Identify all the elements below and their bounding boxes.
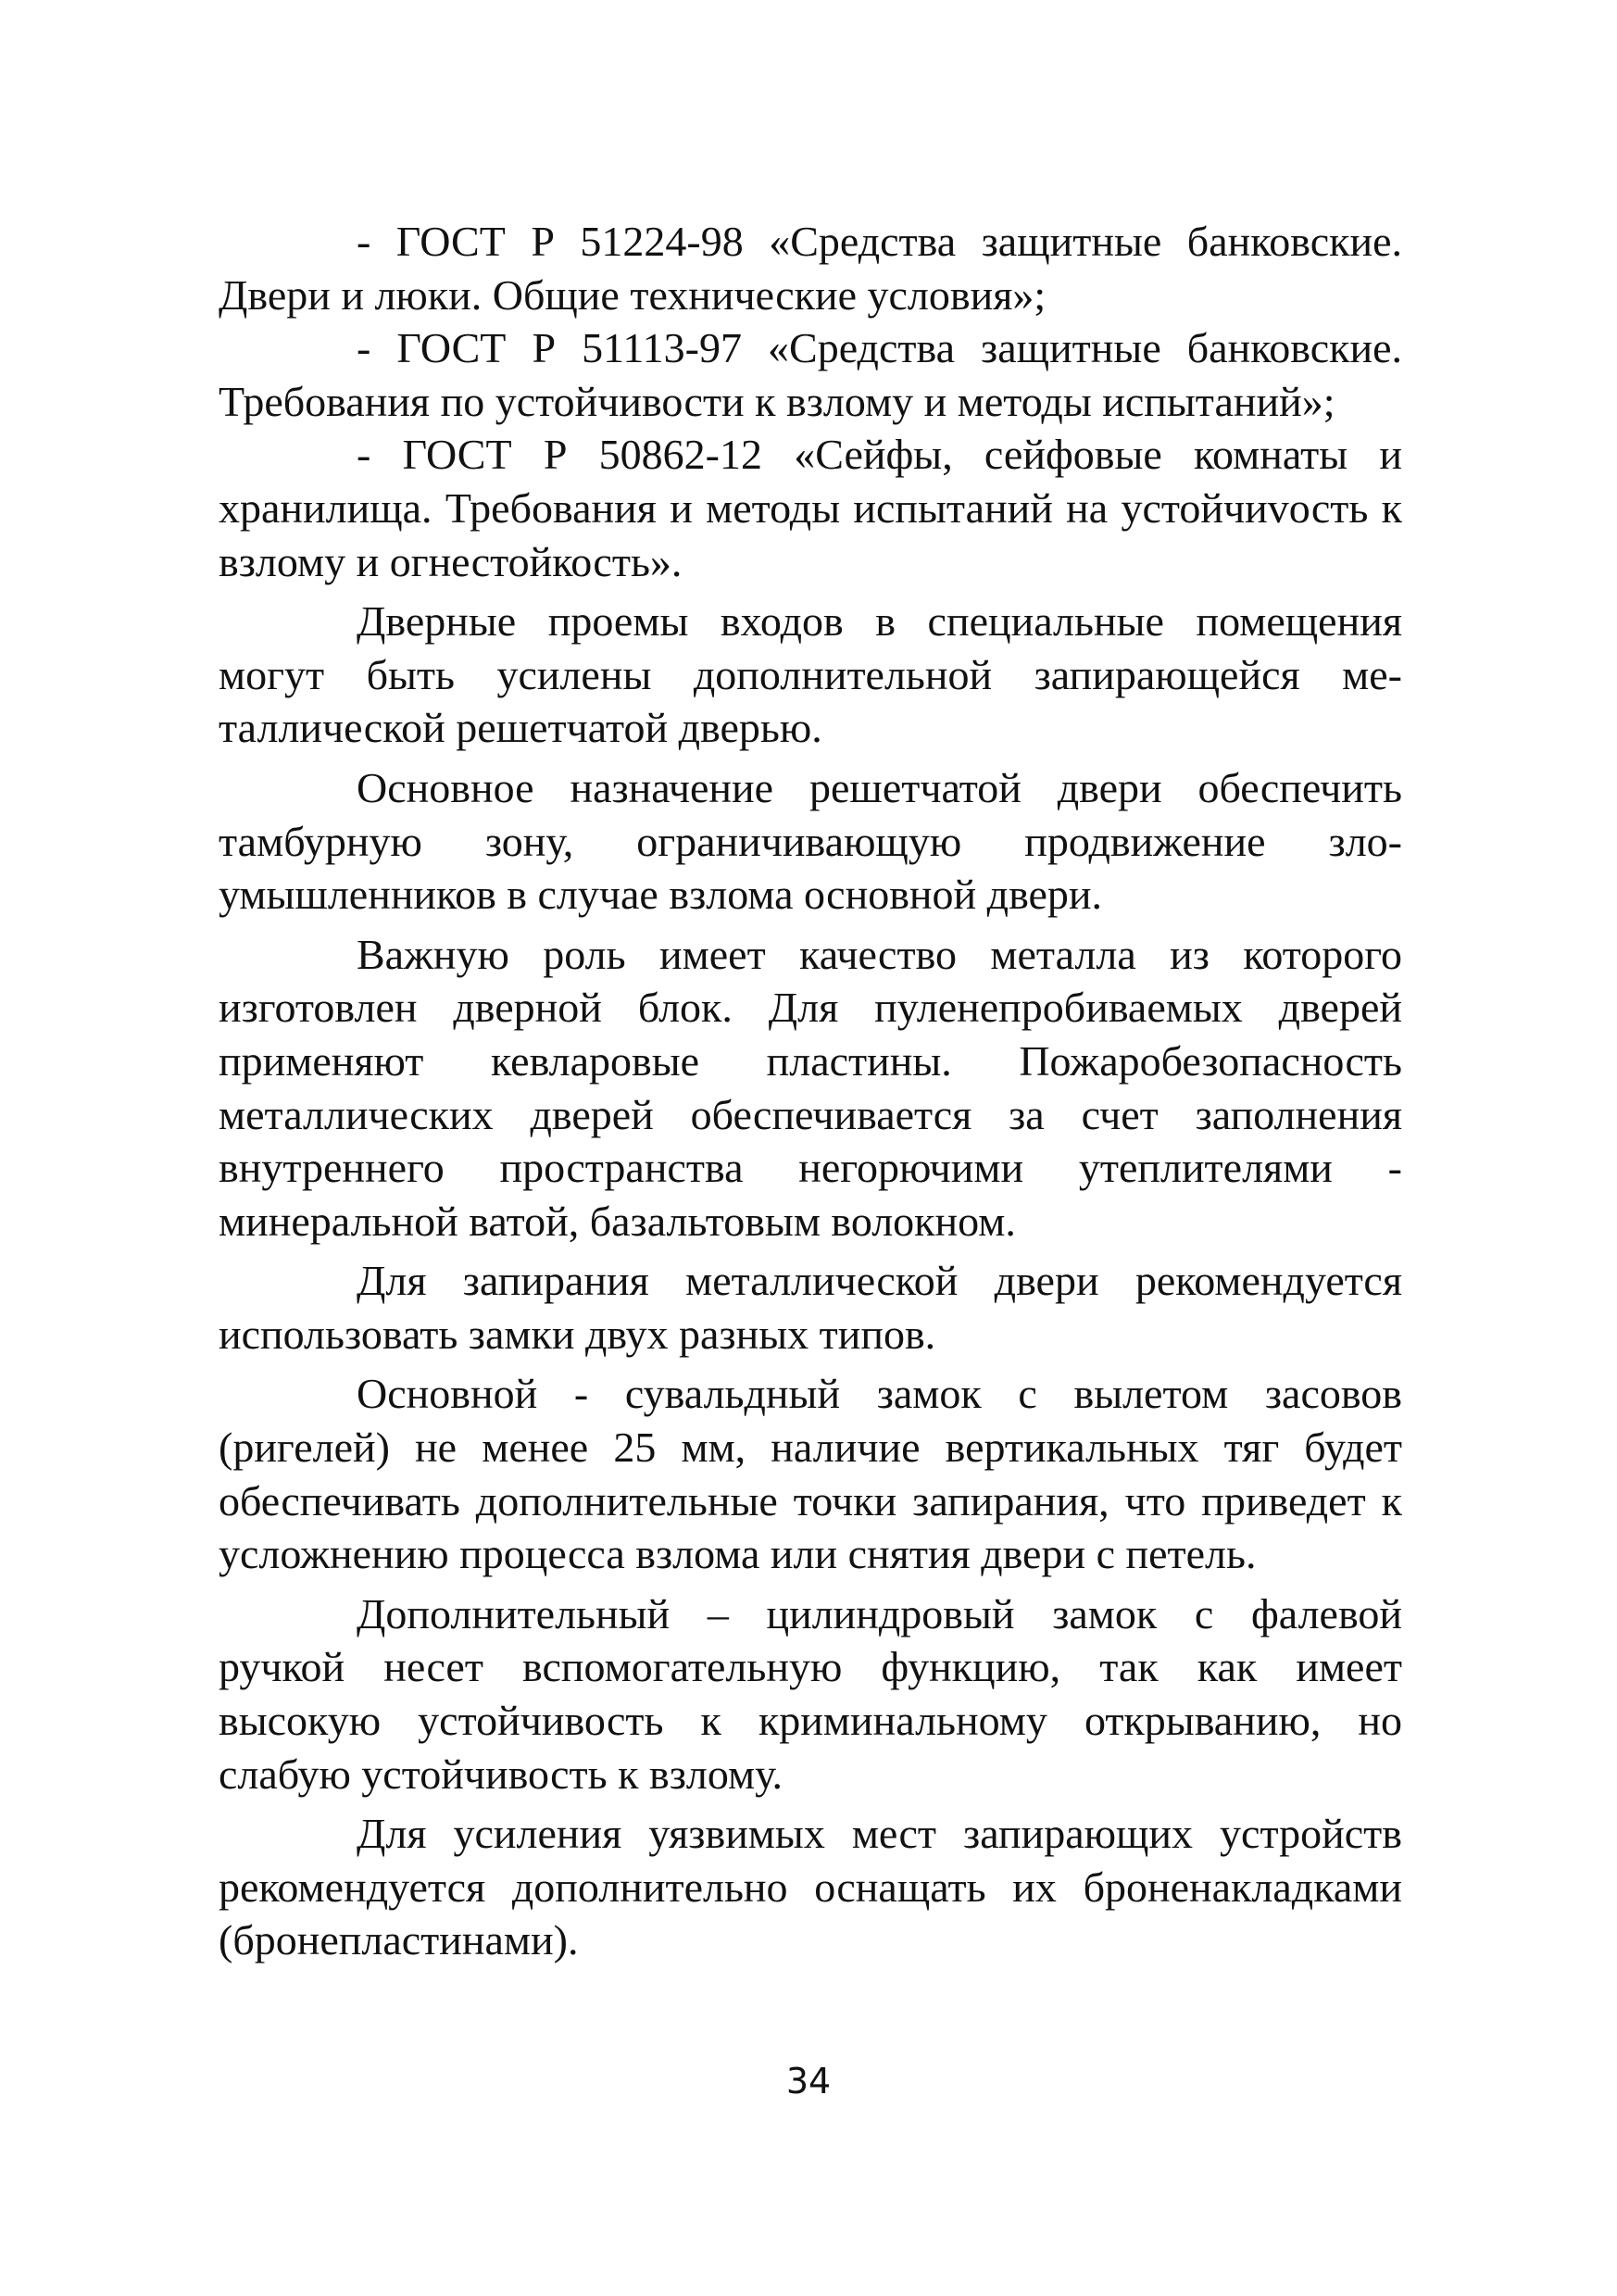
page-number: 34 xyxy=(785,2061,832,2102)
paragraph-main-lock: Основной - сувальдный замок с вылетом засовов (ригелей) не менее 25 мм, наличие вертикальных тяг будет обеспечивать дополнительные точки запирания, что приведет к усложнению процесса взлома или снятия двери с петель. xyxy=(219,1370,1402,1578)
paragraph-gost-51113: - ГОСТ Р 51113-97 «Средства защитные банковские. Требования по устойчивости к взлому и методы испытаний»; xyxy=(219,324,1402,425)
paragraph-gost-50862: - ГОСТ Р 50862-12 «Сейфы, сейфовые комнаты и хранилища. Требования и методы испытаний на устойчиvость к взлому и огнестойкость». xyxy=(219,431,1402,585)
paragraph-additional-lock: Дополнительный – цилиндровый замок с фалевой ручкой несет вспомогательную функцию, так как имеет высокую устойчивость к криминальному открыванию, но слабую устойчивость к взлому. xyxy=(219,1589,1402,1798)
paragraph-gost-51224: - ГОСТ Р 51224-98 «Средства защитные банковские. Двери и люки. Общие технические условия»; xyxy=(219,218,1402,319)
body-text xyxy=(219,215,1402,1967)
paragraph-armor-plates: Для усиления уязвимых мест запирающих устройств рекомендуется дополнительно оснащать их броненакладками (бронепластинами). xyxy=(219,1810,1402,1964)
paragraph-lock-types: Для запирания металлической двери рекомендуется использовать замки двух разных типов. xyxy=(219,1257,1402,1358)
paragraph-grille-door: Основное назначение решетчатой двери обеспечить тамбурную зону, ограничивающую продвижение злоумышленников в случае взлома основной двери. xyxy=(219,763,1402,919)
paragraph-door-openings: Дверные проемы входов в специальные помещения могут быть усилены дополнительной запирающейся металлической решетчатой дверью. xyxy=(219,597,1402,752)
paragraph-metal-quality: Важную роль имеет качество металла из которого изготовлен дверной блок. Для пуленепробиваемых дверей применяют кевларовые пластины. Пожаробезопасность металлических дверей обеспечивается за счет заполнения внутреннего пространства негорючими утеплителями - минеральной ватой, базальтовым волокном. xyxy=(219,930,1402,1245)
